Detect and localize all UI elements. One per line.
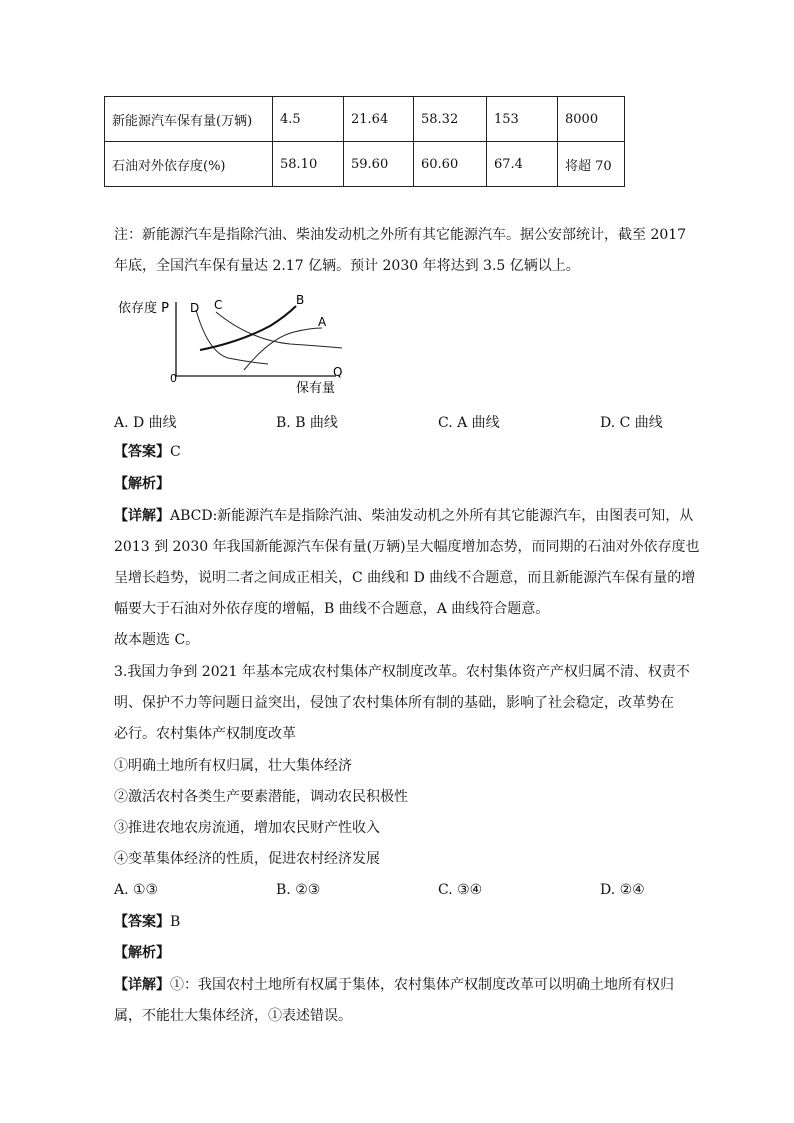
y-axis-label: 依存度 P — [118, 301, 169, 316]
answer-line — [114, 443, 181, 461]
detail-tag: 【详解】 — [114, 508, 170, 524]
answer-tag: 【答案】 — [114, 444, 170, 460]
table-cell: 21.64 — [344, 97, 414, 142]
answer-line — [114, 913, 180, 931]
table-cell: 59.60 — [344, 142, 414, 187]
option-d: D. ②④ — [600, 882, 645, 898]
table-cell: 67.4 — [487, 142, 558, 187]
table-cell: 60.60 — [414, 142, 487, 187]
option-c: C. ③④ — [438, 882, 483, 898]
statement-item: ④变革集体经济的性质，促进农村经济发展 — [114, 851, 380, 867]
option-d: D. C 曲线 — [600, 415, 663, 431]
detail-line: 呈增长趋势，说明二者之间成正相关，C 曲线和 D 曲线不合题意，而且新能源汽车保有量的增 — [114, 570, 696, 586]
detail-tag: 【详解】 — [114, 977, 170, 993]
curve-label-d: D — [190, 301, 200, 315]
curve-label-a: A — [318, 315, 327, 329]
statement-item: ②激活农村各类生产要素潜能，调动农民积极性 — [114, 789, 408, 805]
conclusion-line: 故本题选 C。 — [114, 632, 200, 648]
origin-label: 0 — [170, 372, 177, 385]
option-b: B. B 曲线 — [276, 415, 338, 431]
table-row — [105, 97, 625, 142]
answer-value: C — [170, 444, 181, 460]
question-stem: 明、保护不力等问题日益突出，侵蚀了农村集体所有制的基础，影响了社会稳定，改革势在 — [114, 695, 674, 711]
note-line: 年底，全国汽车保有量达 2.17 亿辆。预计 2030 年将达到 3.5 亿辆以上。 — [114, 258, 580, 274]
option-a: A. ①③ — [114, 882, 159, 898]
detail-line: 属，不能壮大集体经济，①表述错误。 — [114, 1008, 352, 1024]
table-cell: 4.5 — [273, 97, 344, 142]
detail-line: 【详解】①：我国农村土地所有权属于集体，农村集体产权制度改革可以明确土地所有权归 — [114, 977, 674, 993]
table-row — [105, 142, 625, 187]
option-b: B. ②③ — [276, 882, 321, 898]
note-line: 注：新能源汽车是指除汽油、柴油发动机之外所有其它能源汽车。据公安部统计，截至 2017 — [114, 227, 687, 243]
x-axis-letter: Q — [333, 365, 343, 379]
table-cell: 58.10 — [273, 142, 344, 187]
detail-line: 【详解】ABCD:新能源汽车是指除汽油、柴油发动机之外所有其它能源汽车，由图表可知，从 — [114, 508, 694, 524]
question-stem: 必行。农村集体产权制度改革 — [114, 726, 296, 742]
dependency-graph — [110, 292, 360, 396]
curve-b — [200, 306, 296, 350]
statement-item: ①明确土地所有权归属，壮大集体经济 — [114, 758, 352, 774]
table-cell: 58.32 — [414, 97, 487, 142]
table-cell: 将超 70 — [558, 142, 625, 187]
curve-label-b: B — [296, 293, 305, 307]
data-table — [104, 96, 625, 187]
table-cell: 8000 — [558, 97, 625, 142]
row-label: 新能源汽车保有量(万辆) — [105, 97, 273, 142]
row-label: 石油对外依存度(%) — [105, 142, 273, 187]
detail-line: 幅要大于石油对外依存度的增幅，B 曲线不合题意，A 曲线符合题意。 — [114, 601, 550, 617]
table-cell: 153 — [487, 97, 558, 142]
curve-label-c: C — [214, 298, 223, 312]
detail-line: 2013 到 2030 年我国新能源汽车保有量(万辆)呈大幅度增加态势，而同期的石油对外依存度也 — [114, 539, 700, 555]
option-c: C. A 曲线 — [438, 415, 500, 431]
statement-item: ③推进农地农房流通，增加农民财产性收入 — [114, 820, 380, 836]
answer-value: B — [170, 914, 181, 930]
analysis-tag: 【解析】 — [114, 945, 170, 961]
option-a: A. D 曲线 — [114, 415, 177, 431]
x-axis-label: 保有量 — [296, 381, 336, 396]
curve-a — [244, 328, 322, 370]
answer-tag: 【答案】 — [114, 914, 170, 930]
question-stem: 3.我国力争到 2021 年基本完成农村集体产权制度改革。农村集体资产产权归属不清、权责不 — [114, 664, 690, 680]
analysis-tag: 【解析】 — [114, 476, 170, 492]
